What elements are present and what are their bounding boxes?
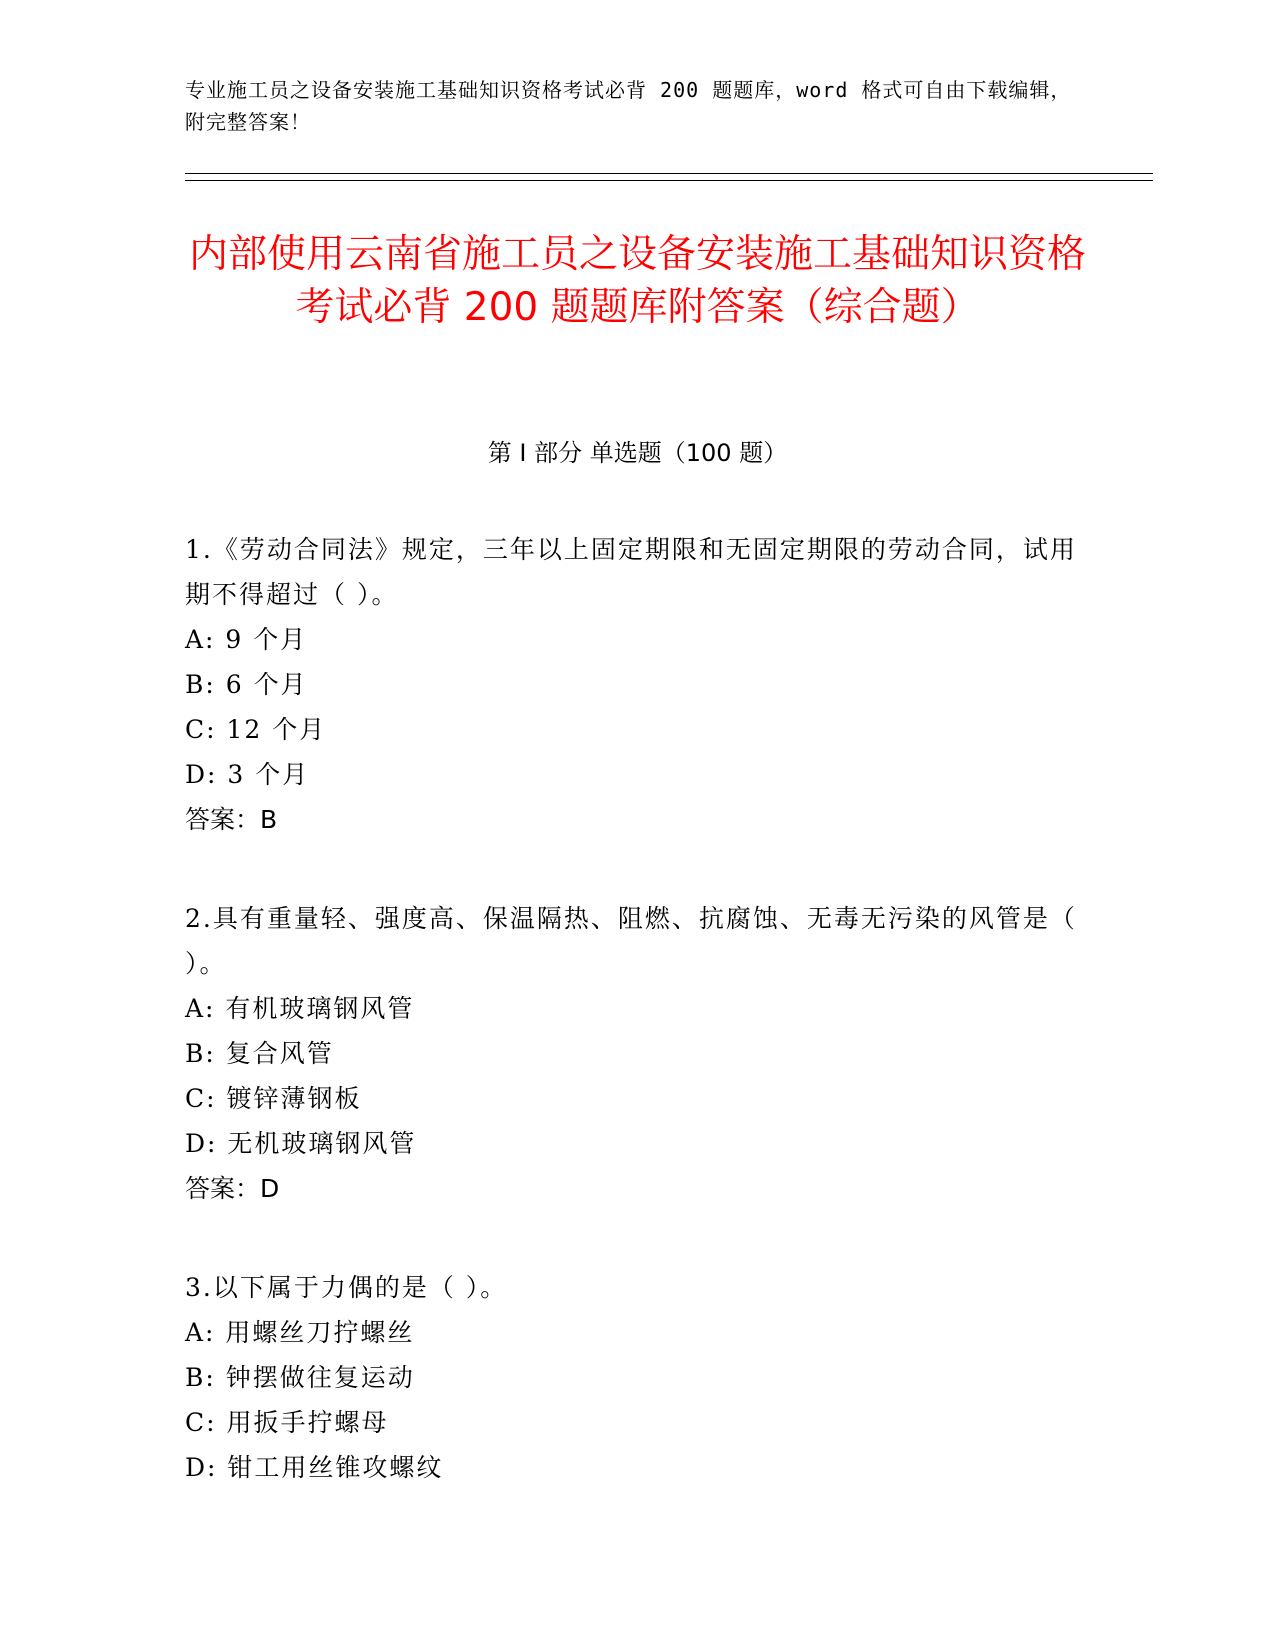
option-b: B: 复合风管 bbox=[185, 1039, 334, 1068]
question-stem: 1.《劳动合同法》规定，三年以上固定期限和无固定期限的劳动合同，试用期不得超过（ ）。 bbox=[185, 535, 1077, 609]
option-b: B: 钟摆做往复运动 bbox=[185, 1363, 415, 1392]
option-a: A: 用螺丝刀拧螺丝 bbox=[185, 1318, 415, 1347]
header-note: 专业施工员之设备安装施工基础知识资格考试必背 200 题题库，word 格式可自由下载编辑，附完整答案！ bbox=[185, 78, 1072, 134]
question-3 bbox=[185, 1265, 1085, 1490]
header-divider-top bbox=[185, 173, 1153, 174]
header-divider-bottom bbox=[185, 180, 1153, 181]
option-b: B: 6 个月 bbox=[185, 670, 308, 699]
option-d: D: 钳工用丝锥攻螺纹 bbox=[185, 1453, 444, 1482]
option-c: C: 12 个月 bbox=[185, 715, 327, 744]
section-title: 第 I 部分 单选题（100 题） bbox=[487, 439, 788, 467]
question-2 bbox=[185, 896, 1085, 1211]
option-d: D: 3 个月 bbox=[185, 760, 310, 789]
option-d: D: 无机玻璃钢风管 bbox=[185, 1129, 417, 1158]
option-a: A: 9 个月 bbox=[185, 625, 308, 654]
option-c: C: 镀锌薄钢板 bbox=[185, 1084, 362, 1113]
answer-line: 答案：B bbox=[185, 805, 278, 834]
option-a: A: 有机玻璃钢风管 bbox=[185, 994, 415, 1023]
option-c: C: 用扳手拧螺母 bbox=[185, 1408, 389, 1437]
document-title: 内部使用云南省施工员之设备安装施工基础知识资格考试必背 200 题题库附答案（综合题） bbox=[188, 232, 1086, 330]
question-stem: 2.具有重量轻、强度高、保温隔热、阻燃、抗腐蚀、无毒无污染的风管是（ ）。 bbox=[185, 904, 1077, 978]
question-stem: 3.以下属于力偶的是（ ）。 bbox=[185, 1273, 508, 1302]
answer-line: 答案：D bbox=[185, 1174, 280, 1203]
question-list bbox=[185, 527, 1085, 1544]
question-1 bbox=[185, 527, 1085, 842]
